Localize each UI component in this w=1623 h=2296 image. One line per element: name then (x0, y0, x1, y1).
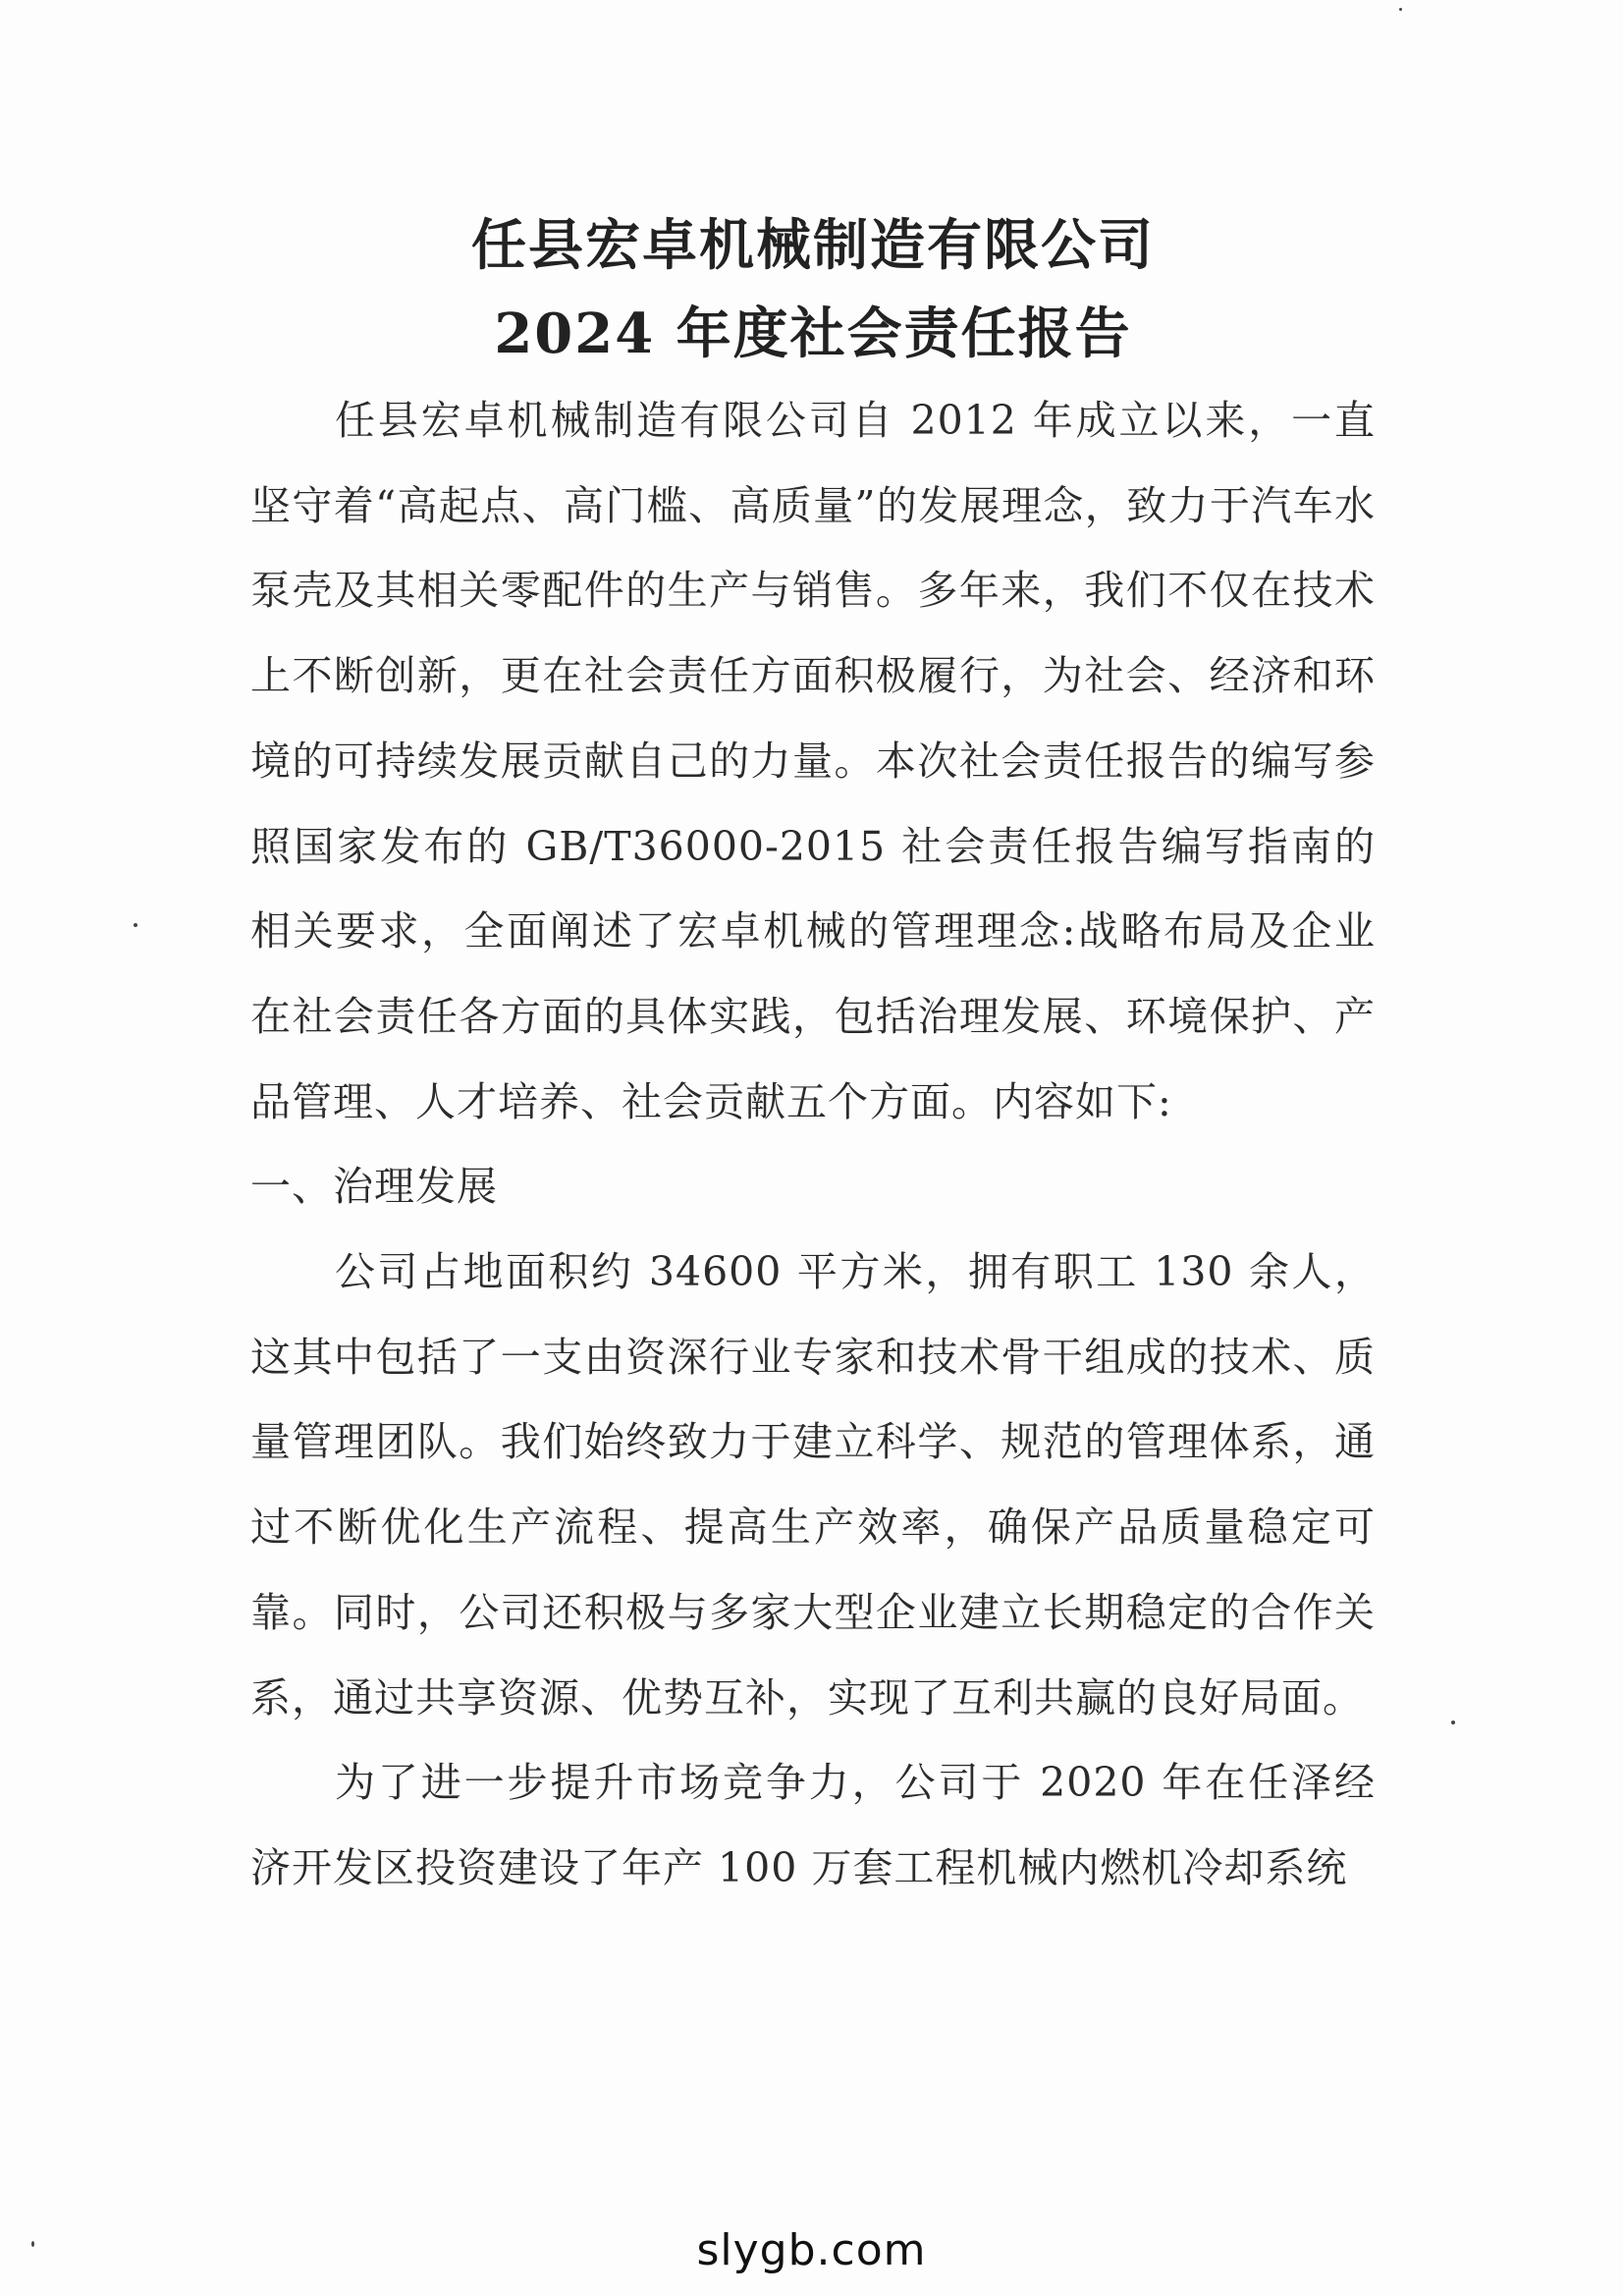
section-heading-governance: 一、治理发展 (250, 1163, 498, 1211)
document-title-line-2: 2024 年度社会责任报告 (494, 301, 1132, 366)
document-body (250, 201, 1376, 1911)
watermark-text: slygb.com (696, 2225, 927, 2275)
scan-speck (1451, 1721, 1455, 1724)
scan-speck (134, 923, 137, 927)
scan-speck (1399, 8, 1402, 11)
governance-paragraph-1: 公司占地面积约 34600 平方米，拥有职工 130 余人，这其中包括了一支由资深行业专家和技术骨干组成的技术、质量管理团队。我们始终致力于建立科学、规范的管理体系，通过不断优化生产流程、提高生产效率，确保产品质量稳定可靠。同时，公司还积极与多家大型企业建立长期稳定的合作关系，通过共享资源、优势互补，实现了互利共赢的良好局面。 (250, 1248, 1376, 1722)
intro-paragraph: 任县宏卓机械制造有限公司自 2012 年成立以来，一直坚守着“高起点、高门槛、高质量”的发展理念，致力于汽车水泵壳及其相关零配件的生产与销售。多年来，我们不仅在技术上不断创新，更在社会责任方面积极履行，为社会、经济和环境的可持续发展贡献自己的力量。本次社会责任报告的编写参照国家发布的 GB/T36000-2015 社会责任报告编写指南的相关要求，全面阐述了宏卓机械的管理理念:战略布局及企业在社会责任各方面的具体实践，包括治理发展、环境保护、产品管理、人才培养、社会贡献五个方面。内容如下: (250, 397, 1376, 1125)
document-title-line-1: 任县宏卓机械制造有限公司 (471, 213, 1155, 278)
governance-paragraph-2: 为了进一步提升市场竞争力，公司于 2020 年在任泽经济开发区投资建设了年产 100 万套工程机械内燃机冷却系统 (250, 1759, 1376, 1891)
